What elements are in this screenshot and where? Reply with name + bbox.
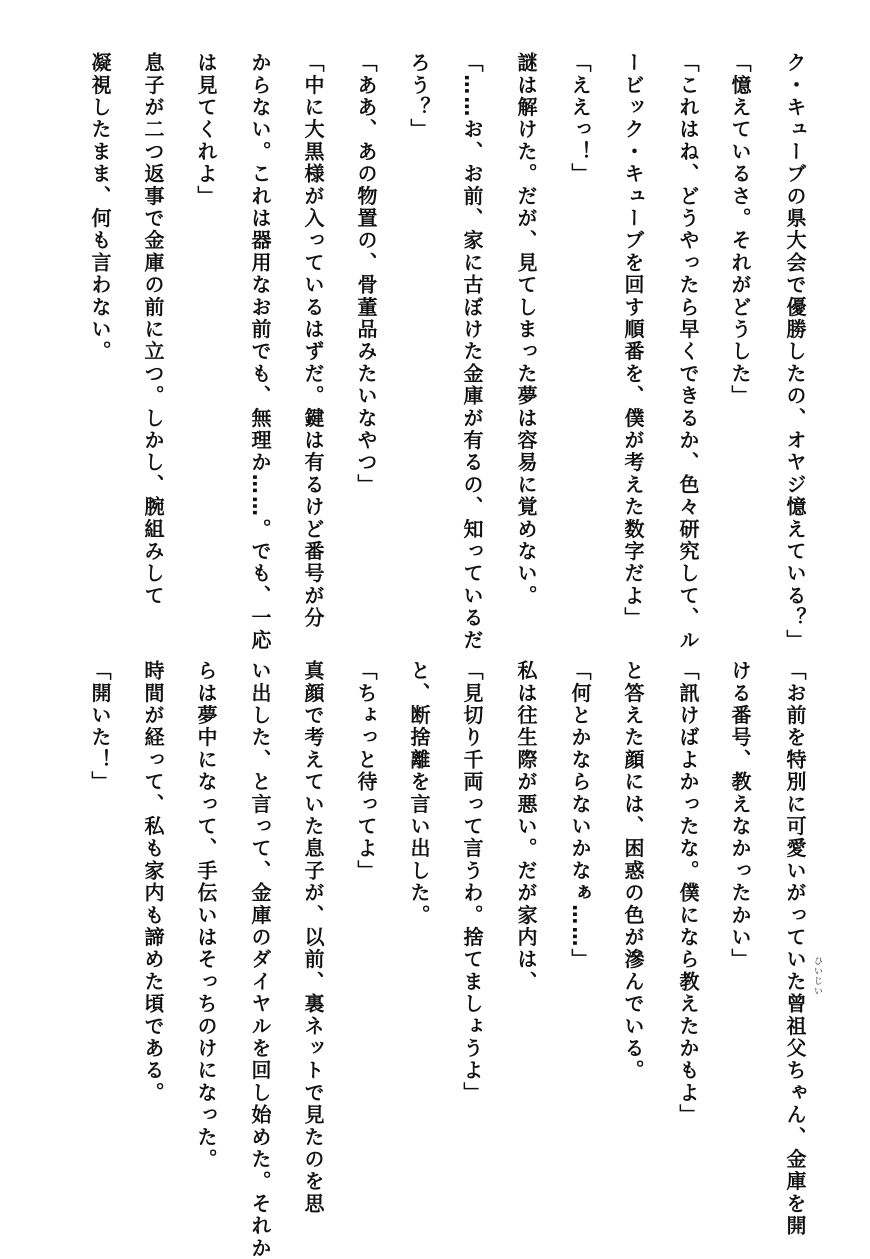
text-column: からない。これは器用なお前でも、無理か……。でも、一応 [248,52,272,652]
text-column: 「何とかならないかなぁ……」 [568,660,592,971]
text-column: ろう？」 [407,52,431,141]
text-column: 息子が二つ返事で金庫の前に立つ。しかし、腕組みして [141,52,165,607]
text-column: 「憶えているさ。それがどうした」 [728,52,752,408]
text-column: 「見切り千両って言うわ。捨てましょうよ」 [460,660,484,1104]
text-column: 「ああ、あの物置の、骨董品みたいなやつ」 [354,52,378,496]
text-column: 「お前を特別に可愛いがっていた曾祖父ちゃん、金庫を開 [783,660,807,1238]
text-column: 時間が経って、私も家内も諦めた頃である。 [141,660,165,1104]
text-column: と答えた顔には、困惑の色が滲んでいる。 [621,660,645,1082]
text-column: 「これはね、どうやったら早くできるか、色々研究して、ル [676,52,700,652]
text-column: ク・キューブの県大会で優勝したの、オヤジ憶えている？」 [783,52,807,652]
text-column: ける番号、教えなかったかい」 [728,660,752,971]
text-column: と、断捨離を言い出した。 [407,660,431,927]
text-column: 謎は解けた。だが、見てしまった夢は容易に覚めない。 [514,52,538,607]
text-column: らは夢中になって、手伝いはそっちのけになった。 [194,660,218,1171]
text-column: は見てくれよ」 [194,52,218,208]
text-column: 「……お、お前、家に古ぼけた金庫が有るの、知っているだ [460,52,484,652]
text-column: 私は往生際が悪い。だが家内は、 [514,660,538,993]
text-column: 「ちょっと待ってよ」 [354,660,378,882]
text-column: ービック・キューブを回す順番を、僕が考えた数字だよ」 [621,52,645,630]
text-column: 「訊けばよかったな。僕になら教えたかもよ」 [676,660,700,1127]
text-column: 真顔で考えていた息子が、以前、裏ネットで見たのを思 [301,660,325,1215]
text-column: 「開いた！」 [88,660,112,794]
text-column: 「中に大黒様が入っているはずだ。鍵は有るけど番号が分 [301,52,325,630]
text-column: い出した、と言って、金庫のダイヤルを回し始めた。それか [248,660,272,1259]
ruby-annotation: ひいじい [812,956,822,996]
text-column: 「ええっ！」 [568,52,592,186]
text-column: 凝視したまま、何も言わない。 [88,52,112,363]
